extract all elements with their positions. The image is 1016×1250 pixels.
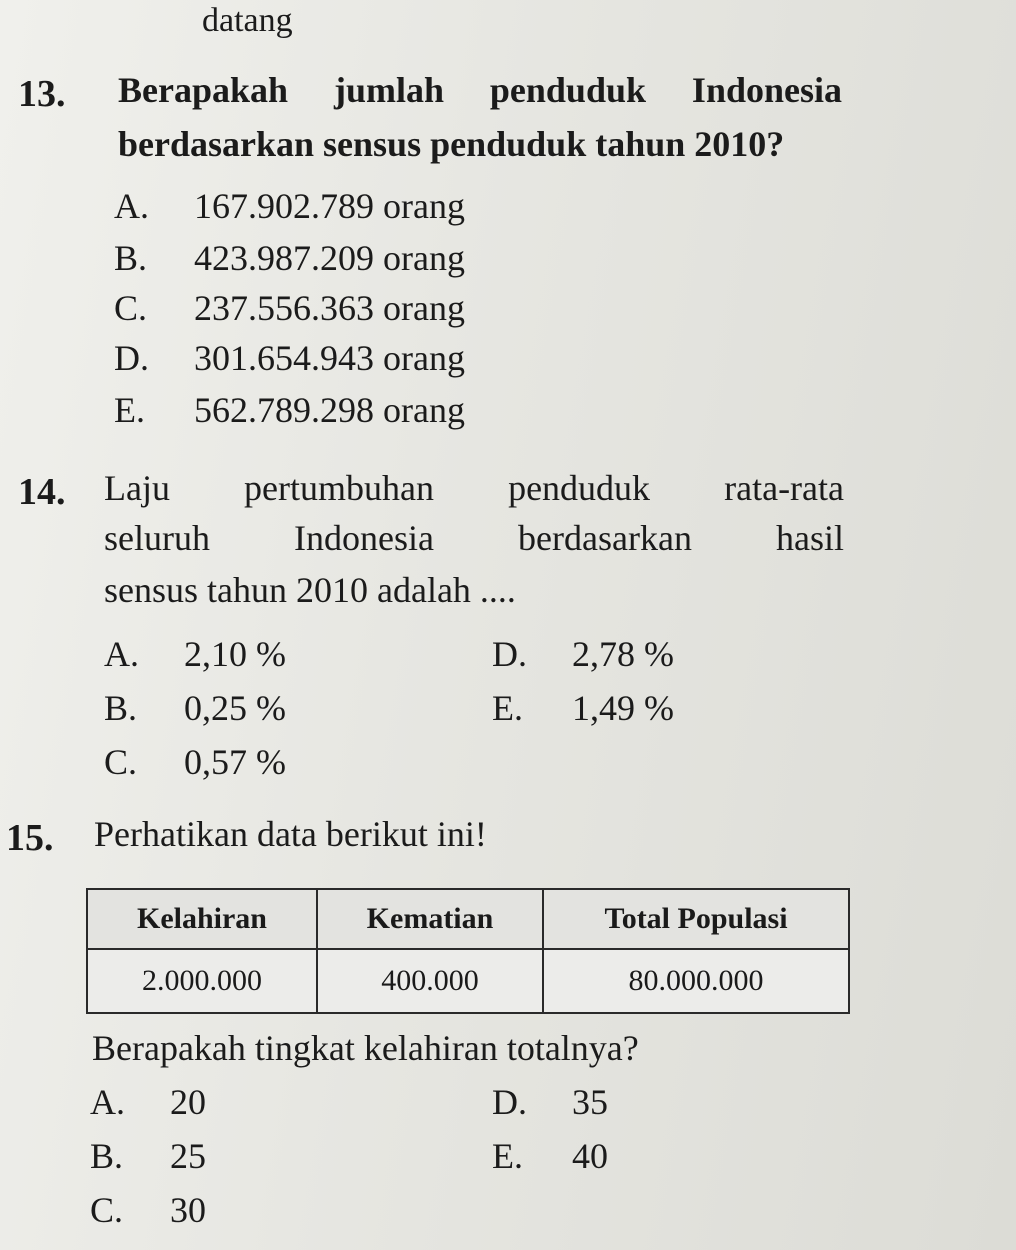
option-text: 301.654.943 orang: [194, 338, 465, 378]
option-text: 0,25 %: [184, 688, 286, 728]
option-letter: D.: [114, 338, 149, 378]
option-d[interactable]: [492, 1084, 608, 1120]
question-number: 13.: [18, 73, 66, 115]
option-text: 2,10 %: [184, 634, 286, 674]
question-text-line-1: Berapakah jumlah penduduk Indonesia: [118, 70, 842, 110]
table-header-cell: Kematian: [317, 889, 543, 949]
option-c[interactable]: [114, 290, 465, 326]
option-text: 25: [170, 1136, 206, 1176]
option-letter: C.: [114, 288, 148, 328]
table-header-row: [87, 889, 849, 949]
question-number: 14.: [18, 471, 66, 513]
table-row: [87, 949, 849, 1013]
option-letter: A.: [114, 186, 149, 226]
table-header-cell: Total Populasi: [543, 889, 849, 949]
option-text: 423.987.209 orang: [194, 238, 465, 278]
option-letter: D.: [492, 1082, 527, 1122]
option-text: 40: [572, 1136, 608, 1176]
option-letter: A.: [90, 1082, 125, 1122]
question-text-line-2: berdasarkan sensus penduduk tahun 2010?: [118, 124, 785, 164]
option-text: 237.556.363 orang: [194, 288, 465, 328]
option-text: 2,78 %: [572, 634, 674, 674]
option-e[interactable]: [492, 1138, 608, 1174]
option-text: 167.902.789 orang: [194, 186, 465, 226]
option-text: 35: [572, 1082, 608, 1122]
question-text-line-3: sensus tahun 2010 adalah ....: [104, 570, 516, 610]
option-d[interactable]: [114, 340, 465, 376]
top-fragment: datang: [202, 2, 293, 39]
option-c[interactable]: [104, 744, 286, 780]
option-b[interactable]: [114, 240, 465, 276]
option-c[interactable]: [90, 1192, 206, 1228]
option-letter: E.: [492, 1136, 523, 1176]
option-letter: C.: [90, 1190, 124, 1230]
option-letter: D.: [492, 634, 527, 674]
option-e[interactable]: [492, 690, 674, 726]
question-number: 15.: [6, 817, 54, 859]
option-letter: C.: [104, 742, 138, 782]
table-cell: 80.000.000: [543, 949, 849, 1013]
question-text-line-1: Perhatikan data berikut ini!: [94, 814, 487, 854]
option-a[interactable]: [114, 188, 465, 224]
option-letter: A.: [104, 634, 139, 674]
question-text-line-2: seluruh Indonesia berdasarkan hasil: [104, 518, 844, 558]
table-cell: 2.000.000: [87, 949, 317, 1013]
option-letter: B.: [104, 688, 138, 728]
option-a[interactable]: [90, 1084, 206, 1120]
option-e[interactable]: [114, 392, 465, 428]
option-letter: B.: [90, 1136, 124, 1176]
option-text: 0,57 %: [184, 742, 286, 782]
question-prompt: Berapakah tingkat kelahiran totalnya?: [92, 1028, 639, 1068]
option-a[interactable]: [104, 636, 286, 672]
option-letter: E.: [492, 688, 523, 728]
data-table: [86, 888, 850, 1014]
option-d[interactable]: [492, 636, 674, 672]
table-cell: 400.000: [317, 949, 543, 1013]
option-b[interactable]: [90, 1138, 206, 1174]
option-text: 20: [170, 1082, 206, 1122]
option-text: 30: [170, 1190, 206, 1230]
question-text-line-1: Laju pertumbuhan penduduk rata-rata: [104, 468, 844, 508]
option-letter: B.: [114, 238, 148, 278]
option-b[interactable]: [104, 690, 286, 726]
option-text: 1,49 %: [572, 688, 674, 728]
option-letter: E.: [114, 390, 145, 430]
table-header-cell: Kelahiran: [87, 889, 317, 949]
option-text: 562.789.298 orang: [194, 390, 465, 430]
